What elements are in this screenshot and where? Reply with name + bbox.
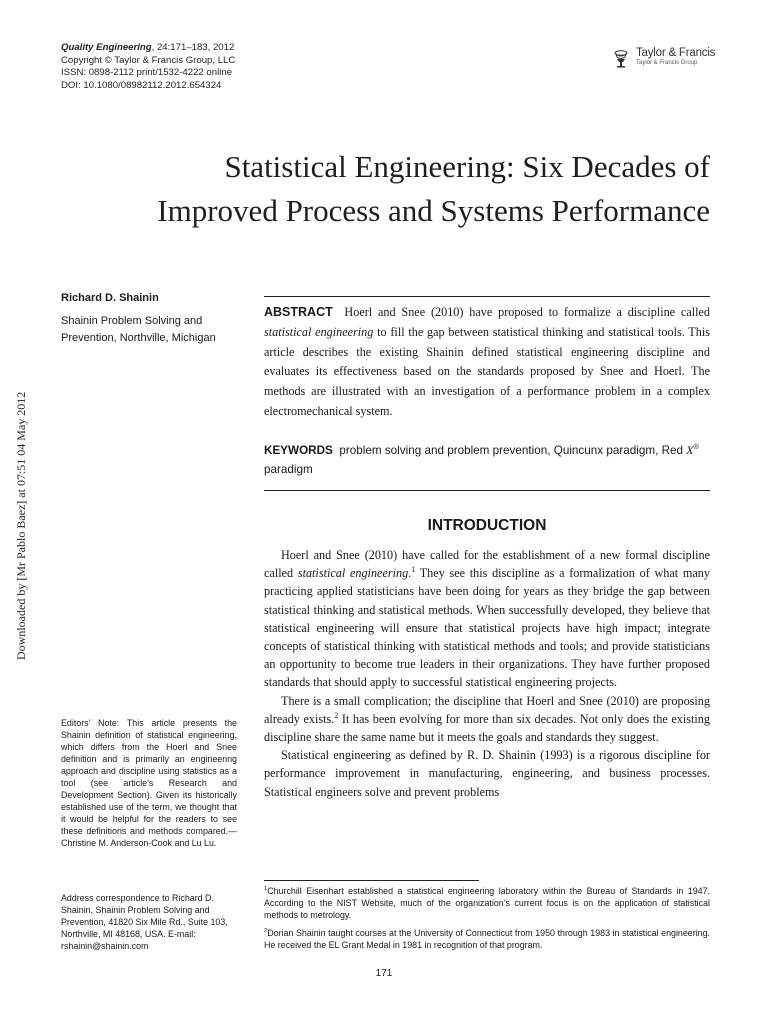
registered-mark: ® bbox=[693, 442, 700, 452]
abstract-heading: ABSTRACT bbox=[264, 305, 333, 319]
article-title: Statistical Engineering: Six Decades of Improved Process and Systems Performance bbox=[157, 149, 710, 228]
journal-name: Quality Engineering bbox=[61, 42, 152, 53]
publisher-logo bbox=[612, 44, 722, 72]
correspondence-address: Address correspondence to Richard D. Shainin, Shainin Problem Solving and Prevention, 41820 Six Mile Rd., Suite 103, Northville, MI 48168, USA. E-mail: rshainin@shainin.com bbox=[61, 893, 228, 951]
footnote-ref-2: 2 bbox=[334, 710, 339, 720]
page-number: 171 bbox=[375, 968, 393, 979]
publisher-subname: Taylor & Francis Group bbox=[636, 60, 698, 66]
abstract-emphasis: statistical engineering bbox=[264, 324, 374, 339]
red-x-variable: X bbox=[686, 444, 694, 457]
paragraph: There is a small complication; the discipline that Hoerl and Snee (2010) are proposing already exists.$^2$ It has been evolving for more than six decades. Not only does the existing discipline share the same name but it meets the goals and standards they suggest. bbox=[264, 693, 710, 745]
footnote-ref-1: 1 bbox=[411, 565, 416, 575]
abstract: ABSTRACT Hoerl and Snee (2010) have proposed to formalize a discipline called statistical engineering to fill the gap between statistical thinking and statistical tools. This article describes the existing Shainin defined statistical engineering discipline and evaluates its effectiveness based on the standards proposed by Snee and Hoerl. The methods are illustrated with an investigation of a performance problem in a complex electromechanical system. bbox=[264, 305, 711, 418]
abstract-top-rule bbox=[264, 296, 710, 297]
copyright-line: Copyright © Taylor & Francis Group, LLC bbox=[61, 54, 236, 66]
footnote-rule bbox=[264, 880, 479, 881]
keywords: KEYWORDS problem solving and problem prevention, Quincunx paradigm, Red X® paradigm bbox=[264, 442, 700, 476]
author-affiliation: Shainin Problem Solving and Prevention, Northville, Michigan bbox=[61, 315, 216, 344]
doi-line: DOI: 10.1080/08982112.2012.654324 bbox=[61, 79, 222, 91]
author-name: Richard D. Shainin bbox=[61, 292, 159, 304]
section-heading-introduction: INTRODUCTION bbox=[427, 517, 547, 534]
paragraph: Hoerl and Snee (2010) have called for the establishment of a new formal discipline called statistical engineering.$^1$ They see this discipline as a formalization of what many practicing applied statisticians have been doing for years as they bridge the gap between statistical thinking and statistical methods. When successfully developed, they believe that statistical engineering will ensure that statistical projects have high impact; integrate concepts of statistical thinking with statistical methods and tools; and provide statisticians an opportunity to become true leaders in their organizations. They have further proposed standards that should apply to successful statistical engineering projects. bbox=[264, 548, 710, 690]
footnote-2: $^2$Dorian Shainin taught courses at the University of Connecticut from 1950 through 1983 in statistical engineering. He received the EL Grant Medal in 1981 in recognition of that program. bbox=[264, 927, 710, 950]
paragraph: Statistical engineering as defined by R. D. Shainin (1993) is a rigorous discipline for performance improvement in manufacturing, engineering, and business processes. Statistical engineers solve and prevent problems bbox=[264, 748, 710, 799]
keywords-heading: KEYWORDS bbox=[264, 444, 333, 457]
journal-header bbox=[61, 42, 235, 92]
publisher-logo-icon bbox=[612, 46, 630, 68]
body-emphasis: statistical engineering bbox=[297, 566, 409, 581]
footnote-1: $^1$Churchill Eisenhart established a statistical engineering laboratory within the Bureau of Standards in 1947. According to the NIST Website, much of the organization’s current focus is on the application of statistical methods to metrology. bbox=[264, 886, 710, 920]
abstract-bottom-rule bbox=[264, 490, 710, 491]
publisher-name: Taylor & Francis bbox=[636, 47, 716, 59]
body-text bbox=[264, 546, 710, 801]
footnotes bbox=[264, 886, 710, 958]
issn-line: ISSN: 0898-2112 print/1532-4222 online bbox=[61, 67, 233, 78]
journal-citation: Quality Engineering, 24:171–183, 2012 bbox=[61, 42, 235, 53]
download-stamp: Downloaded by [Mr Pablo Baez] at 07:51 04 May 2012 bbox=[14, 391, 28, 660]
editors-note: Editors’ Note: This article presents the Shainin definition of statistical engineering, which differs from the Hoerl and Snee definition and is primarily an engineering approach and discipline using statistics as a tool (see article’s Research and Development Section). Given its historically established use of the term, we thought that it would be helpful for the readers to see these definitions and methods compared.—Christine M. Anderson-Cook and Lu Lu. bbox=[61, 718, 237, 848]
